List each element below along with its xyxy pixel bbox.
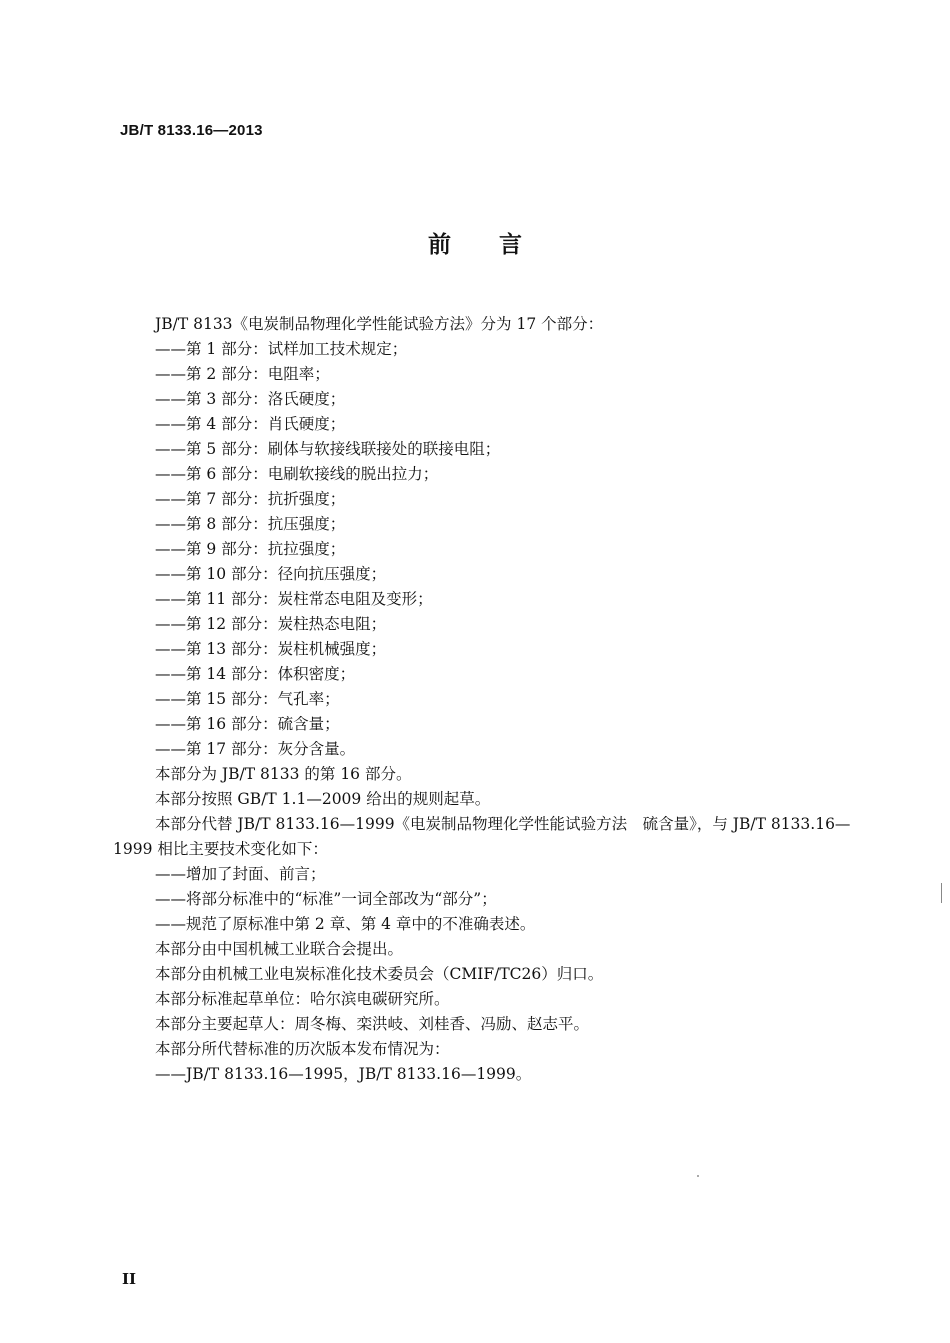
history-item: ——JB/T 8133.16—1995，JB/T 8133.16—1999。	[155, 1065, 532, 1083]
page-title: 前言	[428, 232, 570, 258]
part-item: ——第 14 部分：体积密度；	[155, 665, 356, 683]
standard-code: JB/T 8133.16—2013	[120, 122, 263, 139]
part-item: ——第 16 部分：硫含量；	[155, 715, 340, 733]
drafting-unit-paragraph: 本部分标准起草单位：哈尔滨电碳研究所。	[155, 990, 450, 1008]
part-item: ——第 9 部分：抗拉强度；	[155, 540, 346, 558]
part-item: ——第 10 部分：径向抗压强度；	[155, 565, 387, 583]
foreword-body	[113, 312, 880, 1087]
replace-paragraph-line1: 本部分代替 JB/T 8133.16—1999《电炭制品物理化学性能试验方法 硫含量》，与 JB/T 8133.16—	[155, 815, 851, 833]
part-item: ——第 3 部分：洛氏硬度；	[155, 390, 346, 408]
history-intro-paragraph: 本部分所代替标准的历次版本发布情况为：	[155, 1040, 450, 1058]
proposed-paragraph: 本部分由中国机械工业联合会提出。	[155, 940, 404, 958]
scan-edge-mark	[941, 883, 942, 903]
part-item: ——第 1 部分：试样加工技术规定；	[155, 340, 408, 358]
part-item: ——第 5 部分：刷体与软接线联接处的联接电阻；	[155, 440, 501, 458]
part-item: ——第 4 部分：肖氏硬度；	[155, 415, 346, 433]
part-item: ——第 8 部分：抗压强度；	[155, 515, 346, 533]
page-number: II	[122, 1270, 137, 1288]
part-of-paragraph: 本部分为 JB/T 8133 的第 16 部分。	[155, 765, 412, 783]
part-item: ——第 7 部分：抗折强度；	[155, 490, 346, 508]
part-item: ——第 11 部分：炭柱常态电阻及变形；	[155, 590, 433, 608]
part-item: ——第 2 部分：电阻率；	[155, 365, 330, 383]
part-item: ——第 15 部分：气孔率；	[155, 690, 340, 708]
change-item: ——将部分标准中的“标准”一词全部改为“部分”；	[155, 890, 497, 908]
replace-paragraph-line2: 1999 相比主要技术变化如下：	[113, 840, 328, 858]
part-item: ——第 17 部分：灰分含量。	[155, 740, 356, 758]
intro-paragraph: JB/T 8133《电炭制品物理化学性能试验方法》分为 17 个部分：	[155, 315, 604, 333]
managed-paragraph: 本部分由机械工业电炭标准化技术委员会（CMIF/TC26）归口。	[155, 965, 604, 983]
part-item: ——第 13 部分：炭柱机械强度；	[155, 640, 387, 658]
scan-dot-mark	[697, 1175, 699, 1177]
drafters-paragraph: 本部分主要起草人：周冬梅、栾洪岐、刘桂香、冯励、赵志平。	[155, 1015, 590, 1033]
part-item: ——第 6 部分：电刷软接线的脱出拉力；	[155, 465, 439, 483]
part-item: ——第 12 部分：炭柱热态电阻；	[155, 615, 387, 633]
change-item: ——规范了原标准中第 2 章、第 4 章中的不准确表述。	[155, 915, 536, 933]
change-item: ——增加了封面、前言；	[155, 865, 326, 883]
rules-paragraph: 本部分按照 GB/T 1.1—2009 给出的规则起草。	[155, 790, 491, 808]
